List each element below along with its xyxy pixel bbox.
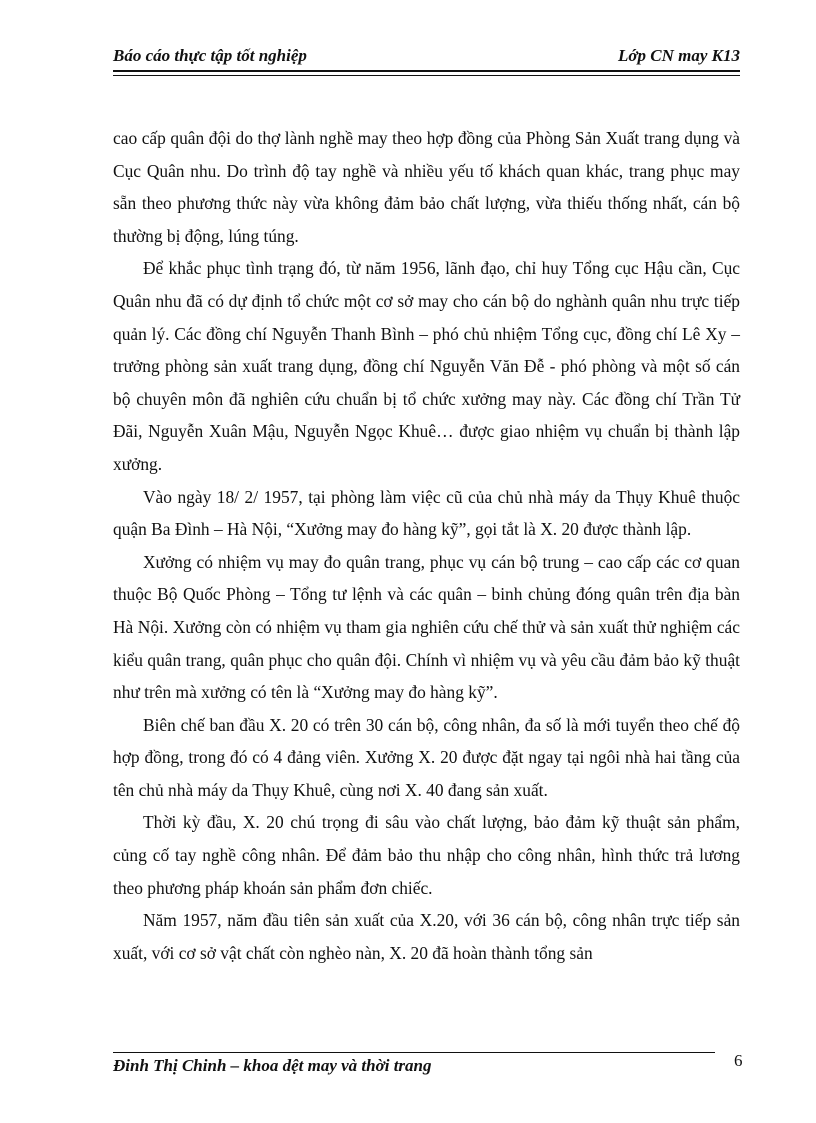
- paragraph-5: Biên chế ban đầu X. 20 có trên 30 cán bộ, công nhân, đa số là mới tuyển theo chế độ hợp đồng, trong đó có 4 đảng viên. Xưởng X. 20 được đặt ngay tại ngôi nhà hai tầng của tên chủ nhà máy da Thụy Khuê, cùng nơi X. 40 đang sản xuất.: [113, 714, 740, 800]
- body-text: [113, 122, 740, 969]
- paragraph-2: Để khắc phục tình trạng đó, từ năm 1956, lãnh đạo, chỉ huy Tổng cục Hậu cần, Cục Quân nhu đã có dự định tổ chức một cơ sở may cho cán bộ do nghành quân nhu trực tiếp quản lý. Các đồng chí Nguyễn Thanh Bình – phó chủ nhiệm Tổng cục, đồng chí Lê Xy – trưởng phòng sản xuất trang dụng, đồng chí Nguyễn Văn Đễ - phó phòng và một số cán bộ chuyên môn đã nghiên cứu chuẩn bị tổ chức xưởng may này. Các đồng chí Trần Tử Đãi, Nguyễn Xuân Mậu, Nguyễn Ngọc Khuê… được giao nhiệm vụ chuẩn bị thành lập xưởng.: [113, 258, 740, 474]
- paragraph-4: Xưởng có nhiệm vụ may đo quân trang, phục vụ cán bộ trung – cao cấp các cơ quan thuộc Bộ Quốc Phòng – Tổng tư lệnh và các quân – binh chủng đóng quân trên địa bàn Hà Nội. Xưởng còn có nhiệm vụ tham gia nghiên cứu chế thử và sản xuất thử nghiệm các kiểu quân trang, quân phục cho quân đội. Chính vì nhiệm vụ và yêu cầu đảm bảo kỹ thuật như trên mà xưởng có tên là “Xưởng may đo hàng kỹ”.: [113, 551, 740, 703]
- page-header: [113, 46, 740, 72]
- paragraph-3: Vào ngày 18/ 2/ 1957, tại phòng làm việc cũ của chủ nhà máy da Thụy Khuê thuộc quận Ba Đình – Hà Nội, “Xưởng may đo hàng kỹ”, gọi tắt là X. 20 được thành lập.: [113, 486, 740, 540]
- header-report-title: Báo cáo thực tập tốt nghiệp: [113, 46, 307, 65]
- footer-divider: [113, 1052, 715, 1053]
- paragraph-1: cao cấp quân đội do thợ lành nghề may theo hợp đồng của Phòng Sản Xuất trang dụng và Cục Quân nhu. Do trình độ tay nghề và nhiều yếu tố khách quan khác, trang phục may sẵn theo phương thức này vừa không đảm bảo chất lượng, vừa thiếu thống nhất, cán bộ thường bị động, lúng túng.: [113, 128, 740, 246]
- header-class-name: Lớp CN may K13: [618, 46, 740, 65]
- paragraph-6: Thời kỳ đầu, X. 20 chú trọng đi sâu vào chất lượng, bảo đảm kỹ thuật sản phẩm, củng cố tay nghề công nhân. Để đảm bảo thu nhập cho công nhân, hình thức trả lương theo phương pháp khoán sản phẩm đơn chiếc.: [113, 812, 740, 898]
- paragraph-7: Năm 1957, năm đầu tiên sản xuất của X.20, với 36 cán bộ, công nhân trực tiếp sản xuất, với cơ sở vật chất còn nghèo nàn, X. 20 đã hoàn thành tổng sản: [113, 910, 740, 963]
- footer-author: Đinh Thị Chinh – khoa dệt may và thời trang: [113, 1056, 432, 1075]
- page-number: 6: [734, 1051, 743, 1070]
- header-divider: [113, 70, 740, 76]
